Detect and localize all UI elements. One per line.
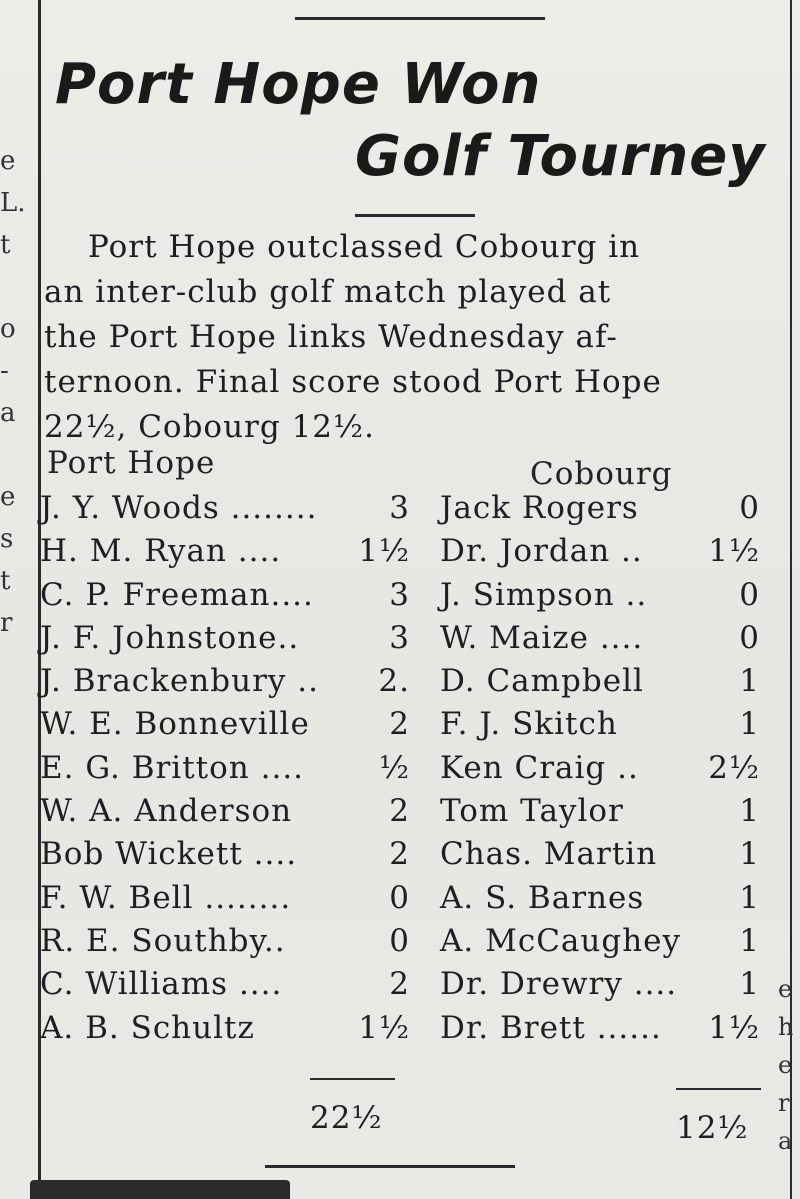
cobourg-score: 0 [739, 619, 760, 656]
cobourg-score: 1 [739, 922, 760, 959]
cobourg-score: 0 [739, 490, 760, 526]
port-hope-score: 1½ [358, 533, 410, 570]
cobourg-score: 1 [739, 966, 760, 1003]
match-results-table [0, 490, 800, 1053]
port-hope-player: Bob Wickett .... [40, 836, 298, 873]
cobourg-player: A. S. Barnes [440, 879, 645, 916]
team-header-port-hope: Port Hope [47, 445, 216, 481]
lead-paragraph [44, 225, 779, 450]
port-hope-total: 22½ [310, 1100, 383, 1136]
match-row [0, 923, 800, 966]
cobourg-player: A. McCaughey [440, 922, 682, 959]
match-row [0, 793, 800, 836]
cobourg-player: Dr. Jordan .. [440, 533, 643, 570]
margin-fragment: L. [0, 188, 26, 218]
port-hope-player: R. E. Southby.. [40, 922, 286, 959]
match-row [0, 836, 800, 879]
match-row [0, 880, 800, 923]
top-rule [295, 17, 545, 20]
port-hope-player: J. F. Johnstone.. [40, 619, 300, 656]
cobourg-player: W. Maize .... [440, 619, 644, 656]
headline-underline [355, 214, 475, 217]
cobourg-score: 1 [739, 793, 760, 830]
match-row [0, 706, 800, 749]
match-row [0, 577, 800, 620]
port-hope-score: ½ [378, 749, 410, 786]
port-hope-score: 2. [378, 663, 410, 700]
port-hope-score: 2 [389, 966, 410, 1003]
next-headline-fragment [30, 1180, 290, 1199]
cobourg-score: 1 [739, 663, 760, 700]
cobourg-score: 1½ [708, 533, 760, 570]
margin-fragment: r [0, 608, 13, 638]
headline-line-2: Golf Tourney [355, 124, 766, 189]
cobourg-player: J. Simpson .. [440, 576, 648, 613]
match-row [0, 1010, 800, 1053]
cobourg-player: Ken Craig .. [440, 749, 639, 786]
margin-fragment: h [778, 1013, 794, 1041]
port-hope-score: 0 [389, 879, 410, 916]
cobourg-score: 1 [739, 706, 760, 743]
match-row [0, 750, 800, 793]
port-hope-player: W. E. Bonneville [40, 706, 310, 743]
cobourg-total: 12½ [676, 1110, 749, 1146]
match-row [0, 490, 800, 533]
match-row [0, 620, 800, 663]
margin-fragment: o [0, 314, 16, 344]
lead-line: 22½, Cobourg 12½. [44, 409, 375, 445]
cobourg-player: D. Campbell [440, 663, 644, 700]
margin-fragment: e [0, 146, 16, 176]
cobourg-score: 1 [739, 836, 760, 873]
total-rule-right [676, 1088, 761, 1090]
lead-line: an inter-club golf match played at [44, 274, 612, 310]
match-row [0, 663, 800, 706]
cobourg-player: Dr. Drewry .... [440, 966, 678, 1003]
margin-fragment: r [778, 1089, 790, 1117]
margin-fragment [0, 434, 30, 476]
margin-fragment [0, 266, 30, 308]
cobourg-player: Dr. Brett ...... [440, 1009, 662, 1046]
port-hope-player: C. P. Freeman.... [40, 576, 314, 613]
margin-fragment: - [0, 356, 9, 386]
port-hope-score: 3 [389, 576, 410, 613]
bottom-rule [265, 1165, 515, 1168]
lead-line: ternoon. Final score stood Port Hope [44, 364, 662, 400]
margin-fragment: e [0, 482, 16, 512]
port-hope-score: 3 [389, 619, 410, 656]
margin-fragment: e [778, 1051, 793, 1079]
cobourg-player: Tom Taylor [440, 793, 624, 830]
margin-fragment: a [778, 1127, 793, 1155]
match-row [0, 966, 800, 1009]
margin-fragment: e [778, 975, 793, 1003]
cobourg-player: F. J. Skitch [440, 706, 618, 743]
margin-fragment: t [0, 230, 11, 260]
port-hope-score: 0 [389, 922, 410, 959]
port-hope-score: 3 [389, 490, 410, 526]
cobourg-player: Jack Rogers [440, 490, 639, 526]
port-hope-player: J. Brackenbury .. [40, 663, 319, 700]
port-hope-player: F. W. Bell ........ [40, 879, 292, 916]
port-hope-score: 2 [389, 706, 410, 743]
lead-line: Port Hope outclassed Cobourg in [88, 229, 641, 265]
port-hope-player: J. Y. Woods ........ [40, 490, 318, 526]
margin-fragment: s [0, 524, 14, 554]
cobourg-score: 1 [739, 879, 760, 916]
margin-fragment: a [0, 398, 16, 428]
cobourg-score: 1½ [708, 1009, 760, 1046]
total-rule-left [310, 1078, 395, 1080]
port-hope-score: 2 [389, 793, 410, 830]
port-hope-player: A. B. Schultz [40, 1009, 255, 1046]
cobourg-score: 2½ [708, 749, 760, 786]
port-hope-player: E. G. Britton .... [40, 749, 305, 786]
port-hope-player: C. Williams .... [40, 966, 283, 1003]
match-row [0, 533, 800, 576]
port-hope-player: H. M. Ryan .... [40, 533, 282, 570]
margin-fragment: t [0, 566, 11, 596]
team-header-cobourg: Cobourg [530, 456, 673, 492]
port-hope-player: W. A. Anderson [40, 793, 293, 830]
lead-line: the Port Hope links Wednesday af- [44, 319, 618, 355]
port-hope-score: 2 [389, 836, 410, 873]
cobourg-player: Chas. Martin [440, 836, 658, 873]
cobourg-score: 0 [739, 576, 760, 613]
port-hope-score: 1½ [358, 1009, 410, 1046]
headline-line-1: Port Hope Won [55, 52, 542, 117]
